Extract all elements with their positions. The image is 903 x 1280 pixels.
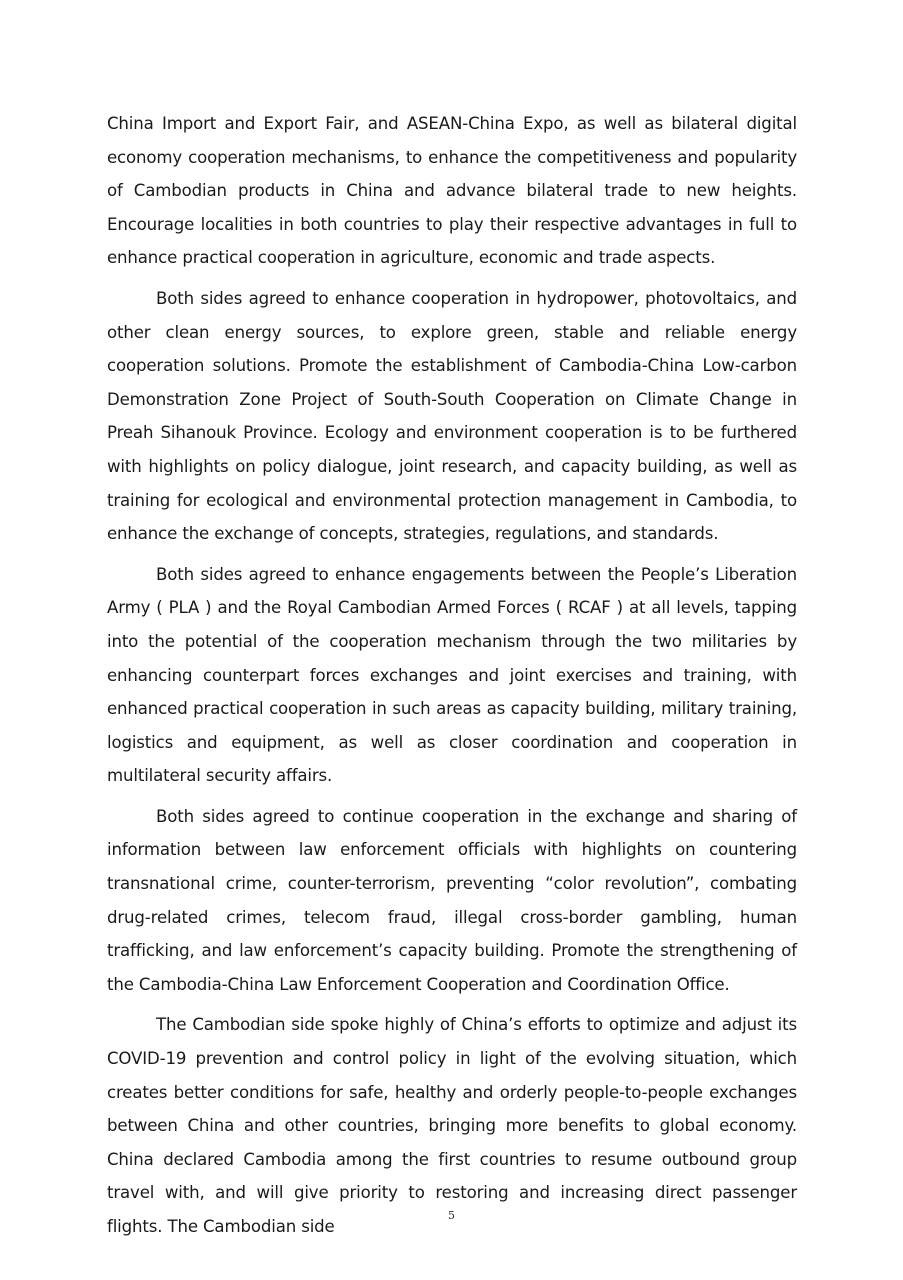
paragraph-law-enforcement: Both sides agreed to continue cooperation in the exchange and sharing of information between law enforcement officials with highlights on countering transnational crime, counter-terrorism, preventing “color revolution”, combating drug-related crimes, telecom fraud, illegal cross-border gambling, human trafficking, and law enforcement’s capacity building. Promote the strengthening of the Cambodia-China Law Enforcement Cooperation and Coordination Office. [107, 806, 797, 994]
page-number: 5 [448, 1209, 455, 1222]
paragraph-covid-travel: The Cambodian side spoke highly of China’s efforts to optimize and adjust its COVID-19 prevention and control policy in light of the evolving situation, which creates better conditions for safe, healthy and orderly people-to-people exchanges between China and other countries, bringing more benefits to global economy. China declared Cambodia among the first countries to resume outbound group travel with, and will give priority to restoring and increasing direct passenger flights. The Cambodian side [107, 1015, 797, 1236]
paragraph-trade-expos: China Import and Export Fair, and ASEAN-China Expo, as well as bilateral digital economy cooperation mechanisms, to enhance the competitiveness and popularity of Cambodian products in China and advance bilateral trade to new heights. Encourage localities in both countries to play their respective advantages in full to enhance practical cooperation in agriculture, economic and trade aspects. [107, 114, 797, 268]
paragraph-clean-energy: Both sides agreed to enhance cooperation in hydropower, photovoltaics, and other clean energy sources, to explore green, stable and reliable energy cooperation solutions. Promote the establishment of Cambodia-China Low-carbon Demonstration Zone Project of South-South Cooperation on Climate Change in Preah Sihanouk Province. Ecology and environment cooperation is to be furthered with highlights on policy dialogue, joint research, and capacity building, as well as training for ecological and environmental protection management in Cambodia, to enhance the exchange of concepts, strategies, regulations, and standards. [107, 288, 797, 544]
paragraph-military-cooperation: Both sides agreed to enhance engagements between the People’s Liberation Army ( PLA ) and the Royal Cambodian Armed Forces ( RCAF ) at all levels, tapping into the potential of the cooperation mechanism through the two militaries by enhancing counterpart forces exchanges and joint exercises and training, with enhanced practical cooperation in such areas as capacity building, military training, logistics and equipment, as well as closer coordination and cooperation in multilateral security affairs. [107, 564, 797, 786]
document-body [107, 107, 797, 1251]
